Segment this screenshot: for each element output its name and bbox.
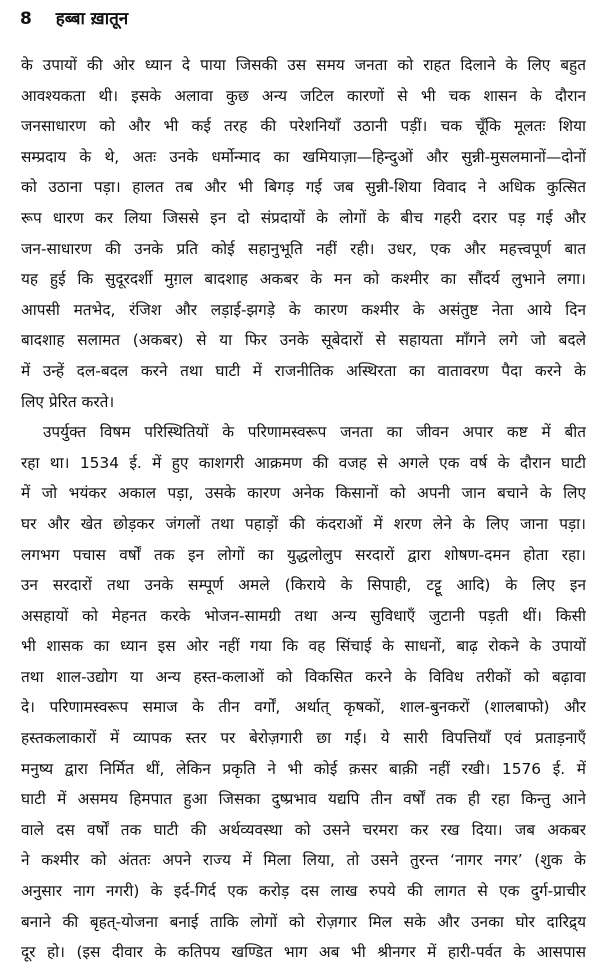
- text-line: ने कश्मीर को अंततः अपने राज्य में मिला लिया, तो उसने तुरन्त ‘नागर नगर’ (शुक के: [21, 851, 586, 870]
- text-line: तथा शाल-उद्योग या अन्य हस्त-कलाओं को विकसित करने के विविध तरीकों को बढ़ावा: [21, 667, 586, 686]
- text-line: लगभग पचास वर्षों तक इन लोगों का युद्धलोलुप सरदारों द्वारा शोषण-दमन होता रहा।: [21, 545, 586, 564]
- text-line: हस्तकलाकारों में व्यापक स्तर पर बेरोज़गारी छा गई। ये सारी विपत्तियाँ एवं प्रताड़नाएँ: [21, 729, 586, 748]
- text-line: लिए प्रेरित करते।: [21, 392, 115, 411]
- running-title: हब्बा ख़ातून: [55, 9, 129, 29]
- text-line: उपर्युक्त विषम परिस्थितियों के परिणामस्वरूप जनता का जीवन अपार कष्ट में बीत: [43, 423, 586, 442]
- text-line: सम्प्रदाय के थे, अतः उनके धर्मोन्माद का खमियाज़ा—हिन्दुओं और सुन्नी-मुसलमानों—दोनों: [21, 147, 586, 166]
- text-line: घर और खेत छोड़कर जंगलों तथा पहाड़ों की कंदराओं में शरण लेने के लिए जाना पड़ा।: [21, 514, 586, 533]
- text-line: बादशाह सलामत (अकबर) से या फिर उनके सूबेदारों से सहायता माँगने लगे जो बदले: [21, 331, 586, 350]
- text-line: घाटी में असमय हिमपात हुआ जिसका दुष्प्रभाव यद्यपि तीन वर्षों तक ही रहा किन्तु आने: [21, 790, 586, 809]
- running-header: [20, 6, 128, 29]
- text-line: बनाने की बृहत्-योजना बनाई ताकि लोगों को रोज़गार मिल सके और उनका घोर दारिद्र्य: [21, 912, 586, 931]
- text-line: रूप धारण कर लिया जिससे इन दो संप्रदायों के लोगों के बीच गहरी दरार पड़ गई और: [21, 208, 586, 227]
- text-line: वाले दस वर्षों तक घाटी की अर्थव्यवस्था को उसने चरमरा कर रख दिया। जब अकबर: [21, 820, 586, 839]
- text-line: में उन्हें दल-बदल करने तथा घाटी में राजनीतिक अस्थिरता का वातावरण पैदा करने के: [21, 361, 586, 380]
- text-line: अनुसार नाग नगरी) के इर्द-गिर्द एक करोड़ दस लाख रुपये की लागत से एक दुर्ग-प्राचीर: [21, 882, 586, 901]
- text-line: भी शासक का ध्यान इस ओर नहीं गया कि वह सिंचाई के साधनों, बाढ़ रोकने के उपायों: [21, 637, 586, 656]
- text-line: के उपायों की ओर ध्यान दे पाया जिसकी उस समय जनता को राहत दिलाने के लिए बहुत: [21, 56, 586, 74]
- page-number: 8: [20, 9, 32, 29]
- text-line: जन-साधारण की उनके प्रति कोई सहानुभूति नहीं रही। उधर, एक और महत्त्वपूर्ण बात: [21, 239, 586, 258]
- text-line: में जो भयंकर अकाल पड़ा, उसके कारण अनेक किसानों को अपनी जान बचाने के लिए: [21, 484, 586, 503]
- text-line: दूर हो। (इस दीवार के कतिपय खण्डित भाग अब भी श्रीनगर में हारी-पर्वत के आसपास: [21, 943, 586, 962]
- text-line: यह हुई कि सुदूरदर्शी मुग़ल बादशाह अकबर के मन को कश्मीर का सौंदर्य लुभाने लगा।: [21, 270, 586, 289]
- text-line: जनसाधारण को और भी कई तरह की परेशनियाँ उठानी पड़ीं। चक चूँकि मूलतः शिया: [21, 117, 586, 136]
- body-text: [21, 50, 586, 968]
- text-line: आवश्यकता थी। इसके अलावा कुछ अन्य जटिल कारणों से भी चक शासन के दौरान: [21, 86, 586, 105]
- paragraph: [21, 417, 586, 968]
- text-line: को उठाना पड़ा। हालत तब और भी बिगड़ गई जब सुन्नी-शिया विवाद ने अधिक कुत्सित: [21, 178, 586, 197]
- text-line: रहा था। 1534 ई. में हुए काशगरी आक्रमण की वजह से अगले एक वर्ष के दौरान घाटी: [21, 453, 586, 472]
- text-line: आपसी मतभेद, रंजिश और लड़ाई-झगड़े के कारण कश्मीर के असंतुष्ट नेता आये दिन: [21, 300, 586, 319]
- paragraph: [21, 50, 586, 417]
- text-line: दे। परिणामस्वरूप समाज के तीन वर्गों, अर्थात् कृषकों, शाल-बुनकरों (शालबाफो) और: [21, 698, 586, 717]
- text-line: उन सरदारों तथा उनके सम्पूर्ण अमले (किराये के सिपाही, टट्टू आदि) के लिए इन: [21, 576, 586, 595]
- text-line: मनुष्य द्वारा निर्मित थीं, लेकिन प्रकृति ने भी कोई क़सर बाक़ी नहीं रखी। 1576 ई. में: [21, 759, 586, 778]
- text-line: असहायों को मेहनत करके भोजन-सामग्री तथा अन्य सुविधाएँ जुटानी पड़ती थीं। किसी: [21, 606, 586, 625]
